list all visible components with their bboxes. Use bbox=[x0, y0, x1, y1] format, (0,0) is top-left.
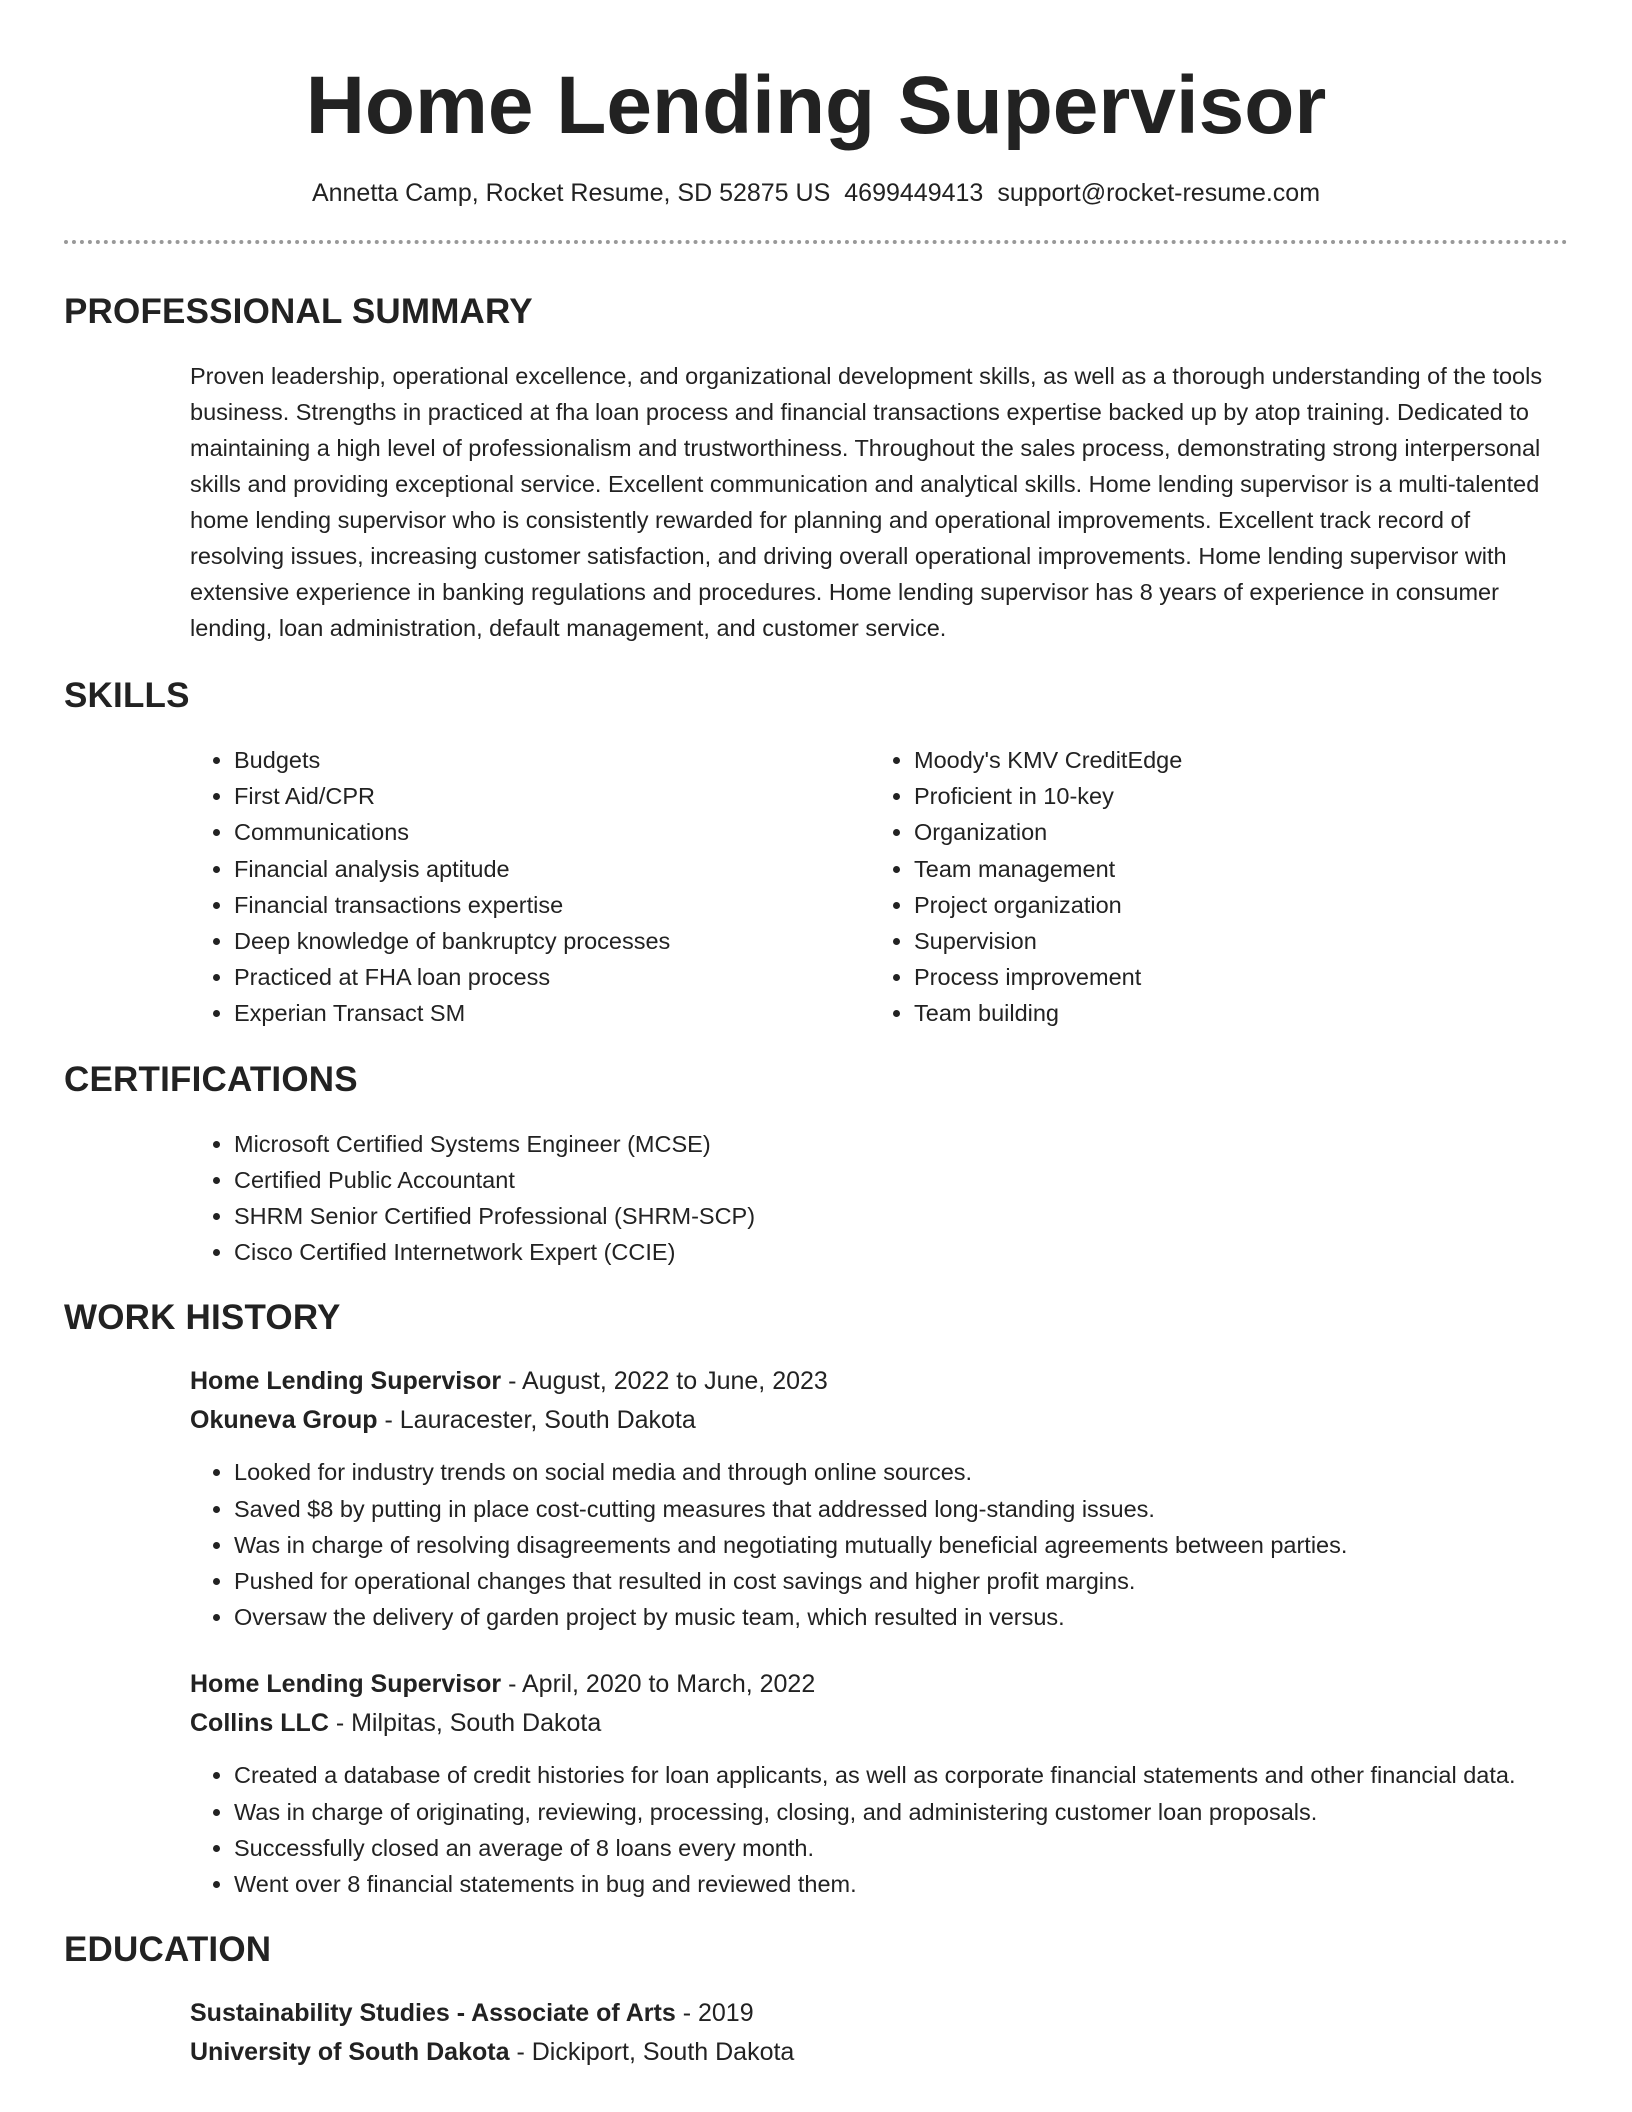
list-item: • Project organization bbox=[914, 887, 1550, 923]
contact-email: support@rocket-resume.com bbox=[997, 179, 1321, 207]
list-item: • Team management bbox=[914, 851, 1550, 887]
list-item: • Pushed for operational changes that resulted in cost savings and higher profit margins. bbox=[234, 1563, 1568, 1599]
summary-section bbox=[64, 290, 1568, 646]
job-entry bbox=[190, 1665, 1568, 1902]
education-heading: EDUCATION bbox=[64, 1930, 272, 1970]
list-item: • Successfully closed an average of 8 loans every month. bbox=[234, 1830, 1568, 1866]
list-item: • Financial analysis aptitude bbox=[234, 851, 870, 887]
list-item: • Created a database of credit histories for loan applicants, as well as corporate financial statements and other financial data. bbox=[234, 1757, 1568, 1793]
skills-list-right bbox=[870, 742, 1550, 1032]
job-company-line bbox=[190, 1704, 1568, 1743]
education-entry bbox=[190, 1994, 1568, 2072]
education-school: University of South Dakota bbox=[190, 2038, 510, 2067]
contact-phone: 4699449413 bbox=[844, 179, 984, 207]
list-item: • Saved $8 by putting in place cost-cutting measures that addressed long-standing issues. bbox=[234, 1491, 1568, 1527]
list-item: • Supervision bbox=[914, 923, 1550, 959]
skills-heading: SKILLS bbox=[64, 676, 190, 715]
list-item: • Proficient in 10-key bbox=[914, 778, 1550, 814]
list-item: • Oversaw the delivery of garden project by music team, which resulted in versus. bbox=[234, 1599, 1568, 1635]
list-item: • Looked for industry trends on social media and through online sources. bbox=[234, 1454, 1568, 1490]
job-bullets bbox=[190, 1757, 1568, 1902]
list-item: • Went over 8 financial statements in bug and reviewed them. bbox=[234, 1866, 1568, 1902]
job-location: - Milpitas, South Dakota bbox=[328, 1709, 602, 1738]
candidate-name: Home Lending Supervisor bbox=[305, 60, 1327, 151]
education-degree-line bbox=[190, 1994, 1568, 2033]
list-item: • Organization bbox=[914, 814, 1550, 850]
list-item: • Process improvement bbox=[914, 959, 1550, 995]
certifications-section bbox=[64, 1058, 1568, 1271]
education-section bbox=[64, 1928, 1568, 2072]
job-company-line bbox=[190, 1401, 1568, 1440]
job-company: Collins LLC bbox=[190, 1709, 329, 1738]
education-school-line bbox=[190, 2033, 1568, 2072]
job-dates: - August, 2022 to June, 2023 bbox=[501, 1367, 828, 1396]
list-item: • Microsoft Certified Systems Engineer (MCSE) bbox=[234, 1126, 1568, 1162]
job-location: - Lauracester, South Dakota bbox=[377, 1406, 696, 1435]
list-item: • SHRM Senior Certified Professional (SHRM-SCP) bbox=[234, 1198, 1568, 1234]
skills-section bbox=[64, 674, 1568, 1032]
job-entry bbox=[190, 1362, 1568, 1635]
education-degree: Sustainability Studies - Associate of Arts bbox=[190, 1999, 676, 2028]
education-year: - 2019 bbox=[675, 1999, 754, 2028]
work-history-section bbox=[64, 1296, 1568, 1902]
contact-address: Annetta Camp, Rocket Resume, SD 52875 US bbox=[311, 179, 831, 207]
skills-column-left bbox=[190, 742, 870, 1032]
job-bullets bbox=[190, 1454, 1568, 1635]
job-title-line bbox=[190, 1665, 1568, 1704]
list-item: • Budgets bbox=[234, 742, 870, 778]
list-item: • Communications bbox=[234, 814, 870, 850]
list-item: • Certified Public Accountant bbox=[234, 1162, 1568, 1198]
list-item: • Was in charge of resolving disagreements and negotiating mutually beneficial agreements between parties. bbox=[234, 1527, 1568, 1563]
list-item: • Moody's KMV CreditEdge bbox=[914, 742, 1550, 778]
certifications-list bbox=[190, 1126, 1568, 1271]
summary-text: Proven leadership, operational excellence, and organizational development skills, as well as a thorough understanding of the tools business. Strengths in practiced at fha loan process and financial transactions expertise backed up by atop training. Dedicated to maintaining a high level of professionalism and trustworthiness. Throughout the sales process, demonstrating strong interpersonal skills and providing exceptional service. Excellent communication and analytical skills. Home lending supervisor is a multi-talented home lending supervisor who is consistently rewarded for planning and operational improvements. Excellent track record of resolving issues, increasing customer satisfaction, and driving overall operational improvements. Home lending supervisor with extensive experience in banking regulations and procedures. Home lending supervisor has 8 years of experience in consumer lending, loan administration, default management, and customer service. bbox=[190, 363, 1543, 641]
certifications-body bbox=[190, 1126, 1568, 1271]
header-divider bbox=[64, 240, 1568, 244]
list-item: • Was in charge of originating, reviewing, processing, closing, and administering customer loan proposals. bbox=[234, 1794, 1568, 1830]
list-item: • Practiced at FHA loan process bbox=[234, 959, 870, 995]
summary-heading: PROFESSIONAL SUMMARY bbox=[64, 292, 533, 331]
list-item: • Experian Transact SM bbox=[234, 995, 870, 1031]
job-dates: - April, 2020 to March, 2022 bbox=[501, 1670, 816, 1699]
certifications-heading: CERTIFICATIONS bbox=[64, 1059, 358, 1099]
list-item: • Financial transactions expertise bbox=[234, 887, 870, 923]
list-item: • Team building bbox=[914, 995, 1550, 1031]
job-role: Home Lending Supervisor bbox=[190, 1670, 502, 1699]
list-item: • First Aid/CPR bbox=[234, 778, 870, 814]
work-history-heading: WORK HISTORY bbox=[64, 1298, 341, 1338]
job-role: Home Lending Supervisor bbox=[190, 1367, 502, 1396]
skills-columns bbox=[190, 742, 1568, 1032]
list-item: • Cisco Certified Internetwork Expert (CCIE) bbox=[234, 1234, 1568, 1270]
job-title-line bbox=[190, 1362, 1568, 1401]
skills-list-left bbox=[190, 742, 870, 1032]
skills-column-right bbox=[870, 742, 1550, 1032]
list-item: • Deep knowledge of bankruptcy processes bbox=[234, 923, 870, 959]
contact-line bbox=[64, 176, 1568, 210]
job-company: Okuneva Group bbox=[190, 1406, 378, 1435]
education-location: - Dickiport, South Dakota bbox=[509, 2038, 795, 2067]
